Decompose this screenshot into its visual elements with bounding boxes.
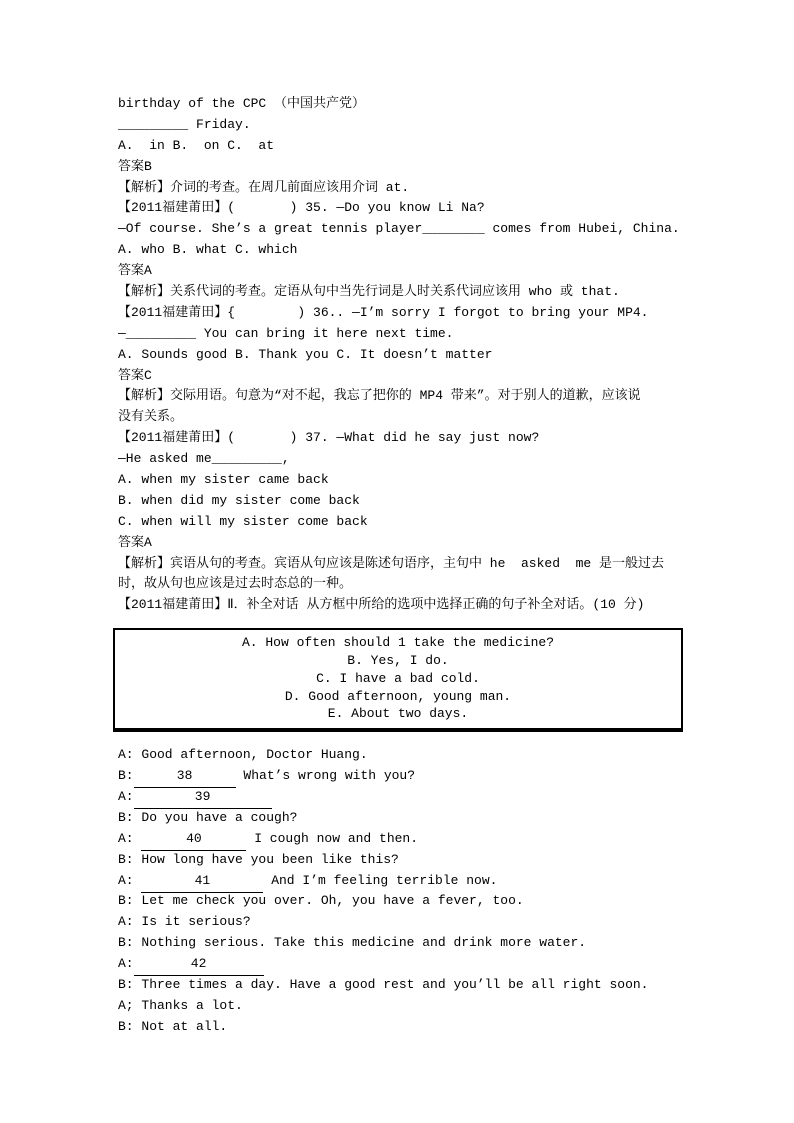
text-run: A. How often should 1 take the medicine? — [241, 635, 555, 651]
document-line — [118, 240, 704, 261]
text-run: B: Let me check you over. Oh, you have a fever, too. — [118, 893, 524, 909]
document-line — [118, 470, 704, 491]
text-run: A: — [118, 872, 142, 888]
document-line — [118, 512, 704, 533]
text-run: D. Good afternoon, young man. — [284, 688, 512, 704]
text-run: 【解析】宾语从句的考查。宾语从句应该是陈述句语序，主句中 he asked me 是一般过去 — [118, 555, 665, 571]
answer-blank-40: 40 — [141, 829, 246, 851]
answer-blank-41: 41 — [141, 871, 263, 893]
text-run: A. when my sister came back — [118, 472, 329, 488]
dialogue-line — [118, 787, 704, 808]
document-line — [118, 345, 704, 366]
document-line — [118, 449, 704, 470]
text-run: B. Yes, I do. — [347, 653, 449, 669]
document-line — [118, 366, 704, 387]
text-run: B: Do you have a cough? — [118, 809, 298, 825]
document-line — [118, 94, 704, 115]
document-line — [118, 261, 704, 282]
text-run: 答案C — [118, 367, 152, 383]
text-run: 【解析】关系代词的考查。定语从句中当先行词是人时关系代词应该用 who 或 that. — [118, 284, 620, 300]
text-run: A: Good afternoon, Doctor Huang. — [118, 747, 368, 763]
document-line — [118, 219, 704, 240]
dialogue-line — [118, 996, 704, 1017]
dialogue-line — [118, 912, 704, 933]
text-run: B: Not at all. — [118, 1018, 228, 1034]
text-run: 没有关系。 — [118, 409, 184, 425]
text-run: 答案B — [118, 158, 152, 174]
dialogue-line — [118, 850, 704, 871]
answer-blank-42: 42 — [134, 954, 264, 976]
text-run: B: How long have you been like this? — [118, 851, 399, 867]
option-line — [115, 634, 681, 652]
text-run: A. in B. on C. at — [118, 137, 275, 153]
text-run: 【2011福建莆田】( ) 37. —What did he say just now? — [118, 430, 540, 446]
document-line — [118, 491, 704, 512]
text-run: 【2011福建莆田】( ) 35. —Do you know Li Na? — [118, 200, 485, 216]
text-run: —Of course. She’s a great tennis player________ comes from Hubei, China. — [118, 221, 680, 237]
option-line — [115, 688, 681, 706]
document-line — [118, 324, 704, 345]
text-run: And I’m feeling terrible now. — [263, 872, 498, 888]
text-run: A: Is it serious? — [118, 914, 251, 930]
document-line — [118, 136, 704, 157]
text-run: A. who B. what C. which — [118, 242, 298, 258]
text-run: birthday of the CPC （中国共产党） — [118, 96, 366, 111]
document-line — [118, 386, 704, 407]
text-run: A; Thanks a lot. — [118, 997, 243, 1013]
text-run: E. About two days. — [327, 706, 469, 722]
dialogue-line — [118, 891, 704, 912]
document-line — [118, 198, 704, 219]
dialogue-line — [118, 829, 704, 850]
text-run: 答案A — [118, 263, 152, 279]
dialogue-line — [118, 871, 704, 892]
text-run: B: — [118, 768, 134, 784]
text-run: A: — [118, 830, 142, 846]
text-run: A: — [118, 956, 134, 972]
text-run: —_________ You can bring it here next time. — [118, 325, 454, 341]
text-run: —He asked me_________, — [118, 451, 290, 467]
document-line — [118, 282, 704, 303]
answer-blank-38: 38 — [134, 766, 236, 788]
option-line — [115, 652, 681, 670]
dialogue-section — [118, 745, 704, 1037]
dialogue-line — [118, 745, 704, 766]
document-line — [118, 595, 704, 616]
dialogue-line — [118, 808, 704, 829]
text-run: What’s wrong with you? — [235, 768, 416, 784]
dialogue-line — [118, 1017, 704, 1038]
text-run: 时，故从句也应该是过去时态总的一种。 — [118, 576, 353, 592]
text-run: I cough now and then. — [246, 830, 419, 846]
document-line — [118, 115, 704, 136]
text-run: B: Nothing serious. Take this medicine and drink more water. — [118, 935, 587, 951]
document-line — [118, 533, 704, 554]
dialogue-line — [118, 975, 704, 996]
text-run: _________ Friday. — [118, 116, 251, 132]
document-line — [118, 428, 704, 449]
text-run: C. when will my sister come back — [118, 513, 368, 529]
document-line — [118, 407, 704, 428]
text-run: A. Sounds good B. Thank you C. It doesn’t matter — [118, 346, 493, 362]
text-run: B: Three times a day. Have a good rest and you’ll be all right soon. — [118, 977, 649, 993]
text-run: 答案A — [118, 534, 152, 550]
document-line — [118, 178, 704, 199]
document-line — [118, 574, 704, 595]
dialogue-line — [118, 933, 704, 954]
text-run: C. I have a bad cold. — [316, 670, 480, 686]
option-line — [115, 705, 681, 723]
text-run: 【解析】介词的考查。在周几前面应该用介词 at. — [118, 179, 410, 195]
dialogue-line — [118, 766, 704, 787]
document-line — [118, 157, 704, 178]
exercise-section — [118, 94, 704, 616]
answer-blank-39: 39 — [134, 787, 272, 809]
text-run: 【2011福建莆田】Ⅱ．补全对话 从方框中所给的选项中选择正确的句子补全对话。(10 分) — [118, 597, 645, 613]
option-line — [115, 670, 681, 688]
options-box — [113, 628, 683, 732]
text-run: 【2011福建莆田】{ ) 36.. —I’m sorry I forgot to bring your MP4. — [118, 304, 649, 320]
text-run: A: — [118, 789, 134, 805]
document-line — [118, 554, 704, 575]
text-run: B. when did my sister come back — [118, 492, 360, 508]
text-run: 【解析】交际用语。句意为“对不起，我忘了把你的 MP4 带来”。对于别人的道歉，应该说 — [118, 388, 641, 404]
document-line — [118, 303, 704, 324]
dialogue-line — [118, 954, 704, 975]
